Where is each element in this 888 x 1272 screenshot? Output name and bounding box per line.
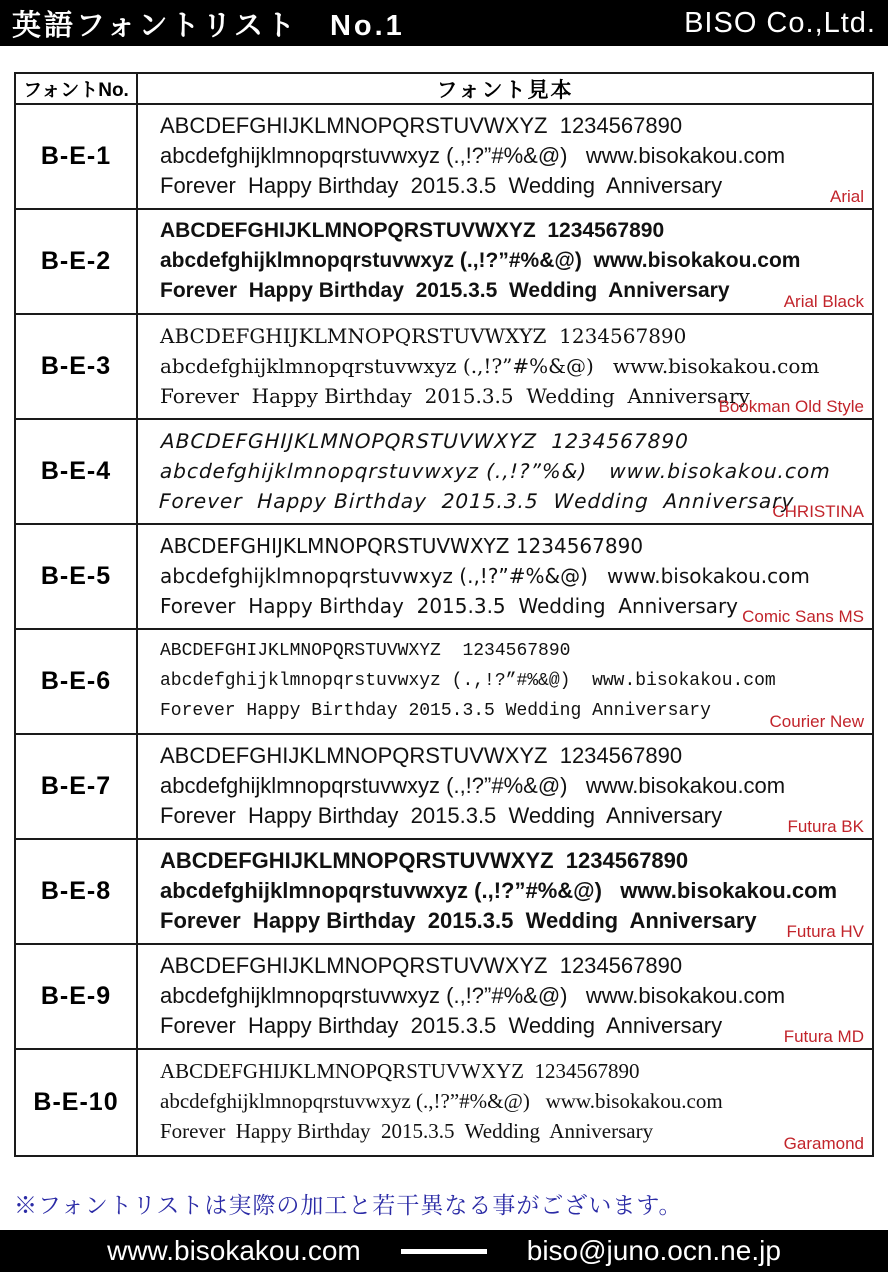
font-number: B-E-9 xyxy=(16,945,138,1048)
font-sample-cell xyxy=(138,630,872,733)
sample-line: Forever Happy Birthday 2015.3.5 Wedding Anniversary xyxy=(160,701,711,721)
table-row xyxy=(16,420,872,525)
disclaimer-note: ※フォントリストは実際の加工と若干異なる事がございます。 xyxy=(14,1193,683,1219)
font-sample-cell xyxy=(138,420,872,523)
sample-line: Forever Happy Birthday 2015.3.5 Wedding Anniversary xyxy=(160,1013,723,1038)
font-name-label: Futura MD xyxy=(783,1027,864,1046)
sample-line: ABCDEFGHIJKLMNOPQRSTUVWXYZ 1234567890 xyxy=(160,641,571,661)
page-title: 英語フォントリスト No.1 xyxy=(12,9,405,42)
font-sample-cell xyxy=(138,315,872,418)
sample-line: ABCDEFGHIJKLMNOPQRSTUVWXYZ 1234567890 xyxy=(160,113,683,138)
table-row xyxy=(16,525,872,630)
font-sample-cell xyxy=(138,735,872,838)
sample-line: abcdefghijklmnopqrstuvwxyz (.,!?”#%&@) www.bisokakou.com xyxy=(160,1089,723,1113)
sample-line: ABCDEFGHIJKLMNOPQRSTUVWXYZ 1234567890 xyxy=(160,953,683,978)
company-name: BISO Co.,Ltd. xyxy=(684,6,876,39)
sample-line: ABCDEFGHIJKLMNOPQRSTUVWXYZ 1234567890 xyxy=(160,743,683,768)
font-number: B-E-1 xyxy=(16,105,138,208)
font-name-label: Garamond xyxy=(783,1134,864,1153)
website-text: www.bisokakou.com xyxy=(107,1235,361,1266)
font-sample-cell xyxy=(138,105,872,208)
sample-line: Forever Happy Birthday 2015.3.5 Wedding Anniversary xyxy=(160,594,738,618)
sample-line: abcdefghijklmnopqrstuvwxyz (.,!?”#%&@) www.bisokakou.com xyxy=(160,671,776,691)
font-number: B-E-8 xyxy=(16,840,138,943)
sample-line: Forever Happy Birthday 2015.3.5 Wedding Anniversary xyxy=(160,803,723,828)
font-number: B-E-4 xyxy=(16,420,138,523)
font-sample-cell xyxy=(138,1050,872,1155)
column-header-font-no: フォントNo. xyxy=(16,74,138,103)
sample-line: Forever Happy Birthday 2015.3.5 Wedding Anniversary xyxy=(158,489,795,513)
sample-line: abcdefghijklmnopqrstuvwxyz (.,!?”#%&@) www.bisokakou.com xyxy=(160,249,801,272)
sample-line: abcdefghijklmnopqrstuvwxyz (.,!?”#%&@) www.bisokakou.com xyxy=(160,564,810,588)
sample-line: ABCDEFGHIJKLMNOPQRSTUVWXYZ 1234567890 xyxy=(160,534,644,558)
email-text: biso@juno.ocn.ne.jp xyxy=(526,1235,781,1266)
table-row xyxy=(16,1050,872,1155)
font-number: B-E-3 xyxy=(16,315,138,418)
table-row xyxy=(16,315,872,420)
table-row xyxy=(16,630,872,735)
table-row xyxy=(16,105,872,210)
table-row xyxy=(16,735,872,840)
sample-line: Forever Happy Birthday 2015.3.5 Wedding Anniversary xyxy=(160,279,730,302)
sample-line: ABCDEFGHIJKLMNOPQRSTUVWXYZ 1234567890 xyxy=(160,219,665,242)
sample-line: ABCDEFGHIJKLMNOPQRSTUVWXYZ 1234567890 xyxy=(160,429,690,453)
font-number: B-E-6 xyxy=(16,630,138,733)
sample-line: abcdefghijklmnopqrstuvwxyz (.,!?”#%&@) www.bisokakou.com xyxy=(160,143,786,168)
sample-line: ABCDEFGHIJKLMNOPQRSTUVWXYZ 1234567890 xyxy=(160,324,687,348)
header-bar xyxy=(0,0,888,46)
font-name-label: Courier New xyxy=(769,712,864,731)
font-name-label: Arial xyxy=(829,187,864,206)
font-sample-cell xyxy=(138,210,872,313)
font-sample-cell xyxy=(138,840,872,943)
sample-line: abcdefghijklmnopqrstuvwxyz (.,!?”#%&@) www.bisokakou.com xyxy=(160,983,786,1008)
font-number: B-E-2 xyxy=(16,210,138,313)
table-row xyxy=(16,210,872,315)
sample-line: abcdefghijklmnopqrstuvwxyz (.,!?”%&) www.bisokakou.com xyxy=(159,459,832,483)
font-number: B-E-5 xyxy=(16,525,138,628)
font-number: B-E-10 xyxy=(16,1050,138,1155)
sample-line: abcdefghijklmnopqrstuvwxyz (.,!?”#%&@) www.bisokakou.com xyxy=(160,878,838,903)
sample-line: ABCDEFGHIJKLMNOPQRSTUVWXYZ 1234567890 xyxy=(160,1059,640,1083)
divider-line xyxy=(401,1249,487,1254)
font-name-label: Bookman Old Style xyxy=(718,397,864,416)
sample-line: Forever Happy Birthday 2015.3.5 Wedding Anniversary xyxy=(160,384,750,408)
sample-line: Forever Happy Birthday 2015.3.5 Wedding Anniversary xyxy=(160,1119,654,1143)
table-row xyxy=(16,840,872,945)
sample-line: abcdefghijklmnopqrstuvwxyz (.,!?”#%&@) www.bisokakou.com xyxy=(160,773,786,798)
font-name-label: CHRISTINA xyxy=(772,502,864,521)
font-table xyxy=(14,72,874,1157)
font-number: B-E-7 xyxy=(16,735,138,838)
font-name-label: Futura HV xyxy=(786,922,864,941)
column-header-font-sample: フォント見本 xyxy=(436,78,574,102)
font-sample-cell xyxy=(138,525,872,628)
footer-bar xyxy=(0,1230,888,1272)
font-name-label: Futura BK xyxy=(787,817,864,836)
sample-line: abcdefghijklmnopqrstuvwxyz (.,!?”#%&@) www.bisokakou.com xyxy=(160,354,820,378)
font-sample-cell xyxy=(138,945,872,1048)
sample-line: Forever Happy Birthday 2015.3.5 Wedding Anniversary xyxy=(160,908,757,933)
table-row xyxy=(16,945,872,1050)
font-name-label: Arial Black xyxy=(783,292,864,311)
sample-line: Forever Happy Birthday 2015.3.5 Wedding Anniversary xyxy=(160,173,723,198)
font-name-label: Comic Sans MS xyxy=(742,607,864,626)
sample-line: ABCDEFGHIJKLMNOPQRSTUVWXYZ 1234567890 xyxy=(160,848,689,873)
table-header-row xyxy=(16,74,872,105)
